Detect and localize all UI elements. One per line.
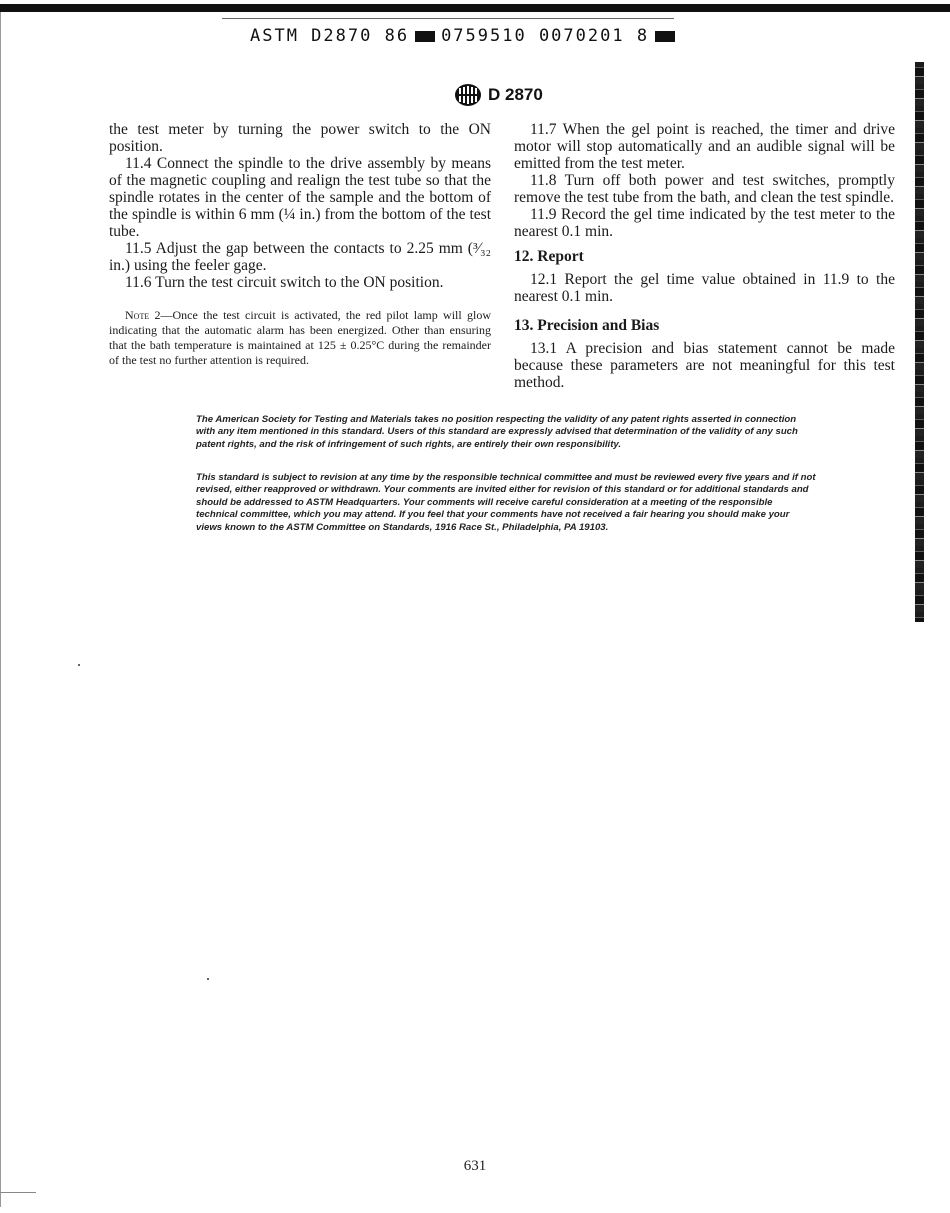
page-number: 631	[463, 1158, 487, 1174]
black-block-mark	[415, 31, 435, 42]
paragraph-11-7: 11.7 When the gel point is reached, the timer and drive motor will stop automatically and an audible signal will be emitted from the test meter.	[514, 121, 895, 172]
code-part-2: 0759510 0070201 8	[441, 26, 650, 46]
paragraph-11-9: 11.9 Record the gel time indicated by the test meter to the nearest 0.1 min.	[514, 206, 895, 240]
paragraph-11-6: 11.6 Turn the test circuit switch to the ON position.	[125, 274, 444, 291]
revision-notice: This standard is subject to revision at any time by the responsible technical committee and must be reviewed every five years and if not revised, either reapproved or withdrawn. Your comments are invited either for revision of this standard or for additional standards and should be addressed to ASTM Headquarters. Your comments will receive careful consideration at a meeting of the responsible technical committee, which you may attend. If you feel that your comments have not received a fair hearing you should make your views known to the ASTM Committee on Standards, 1916 Race St., Philadelphia, PA 19103.	[196, 472, 816, 533]
top-thin-rule	[222, 18, 674, 19]
scan-mark	[0, 1192, 36, 1193]
paragraph-11-8: 11.8 Turn off both power and test switches, promptly remove the test tube from the bath, and clean the test spindle.	[514, 172, 895, 206]
section-heading-precision: 13. Precision and Bias	[514, 317, 660, 334]
section-heading-report: 12. Report	[514, 248, 584, 265]
black-block-mark	[655, 31, 675, 42]
note-label: Note 2	[125, 308, 161, 322]
paragraph-11-5: 11.5 Adjust the gap between the contacts to 2.25 mm (³⁄₃₂ in.) using the feeler gage.	[109, 240, 491, 274]
patent-notice: The American Society for Testing and Materials takes no position respecting the validity of any patent rights asserted in connection with any item mentioned in this standard. Users of this standard are expressly advised that determination of the validity of any such patent rights, and the risk of infringement of such rights, are entirely their own responsibility.	[196, 414, 798, 450]
paragraph-12-1: 12.1 Report the gel time value obtained in 11.9 to the nearest 0.1 min.	[514, 271, 895, 305]
paragraph: the test meter by turning the power switch to the ON position.	[109, 121, 491, 155]
paragraph-11-4: 11.4 Connect the spindle to the drive assembly by means of the magnetic coupling and realign the test tube so that the spindle rotates in the center of the sample and the bottom of the spindle is within 6 mm (¼ in.) from the bottom of the test tube.	[109, 155, 491, 240]
note-2	[109, 308, 491, 368]
document-code-line	[250, 26, 681, 46]
right-column	[514, 121, 895, 391]
left-column	[109, 121, 491, 368]
top-rule	[0, 4, 950, 12]
designation: D 2870	[488, 85, 543, 104]
scan-speck	[78, 664, 80, 666]
code-part-1: ASTM D2870 86	[250, 26, 410, 46]
paragraph-13-1: 13.1 A precision and bias statement cannot be made because these parameters are not meaningful for this test method.	[514, 340, 895, 391]
page-left-edge	[0, 12, 1, 1207]
masthead	[454, 83, 543, 107]
scan-speck	[207, 978, 209, 980]
note-text: —Once the test circuit is activated, the red pilot lamp will glow indicating that the automatic alarm has been energized. Other than ensuring that the bath temperature is maintained at 125 ± 0.25°C during the remainder of the test no further attention is required.	[109, 308, 492, 367]
scan-edge-strip	[915, 62, 924, 622]
astm-logo-icon	[454, 83, 482, 107]
